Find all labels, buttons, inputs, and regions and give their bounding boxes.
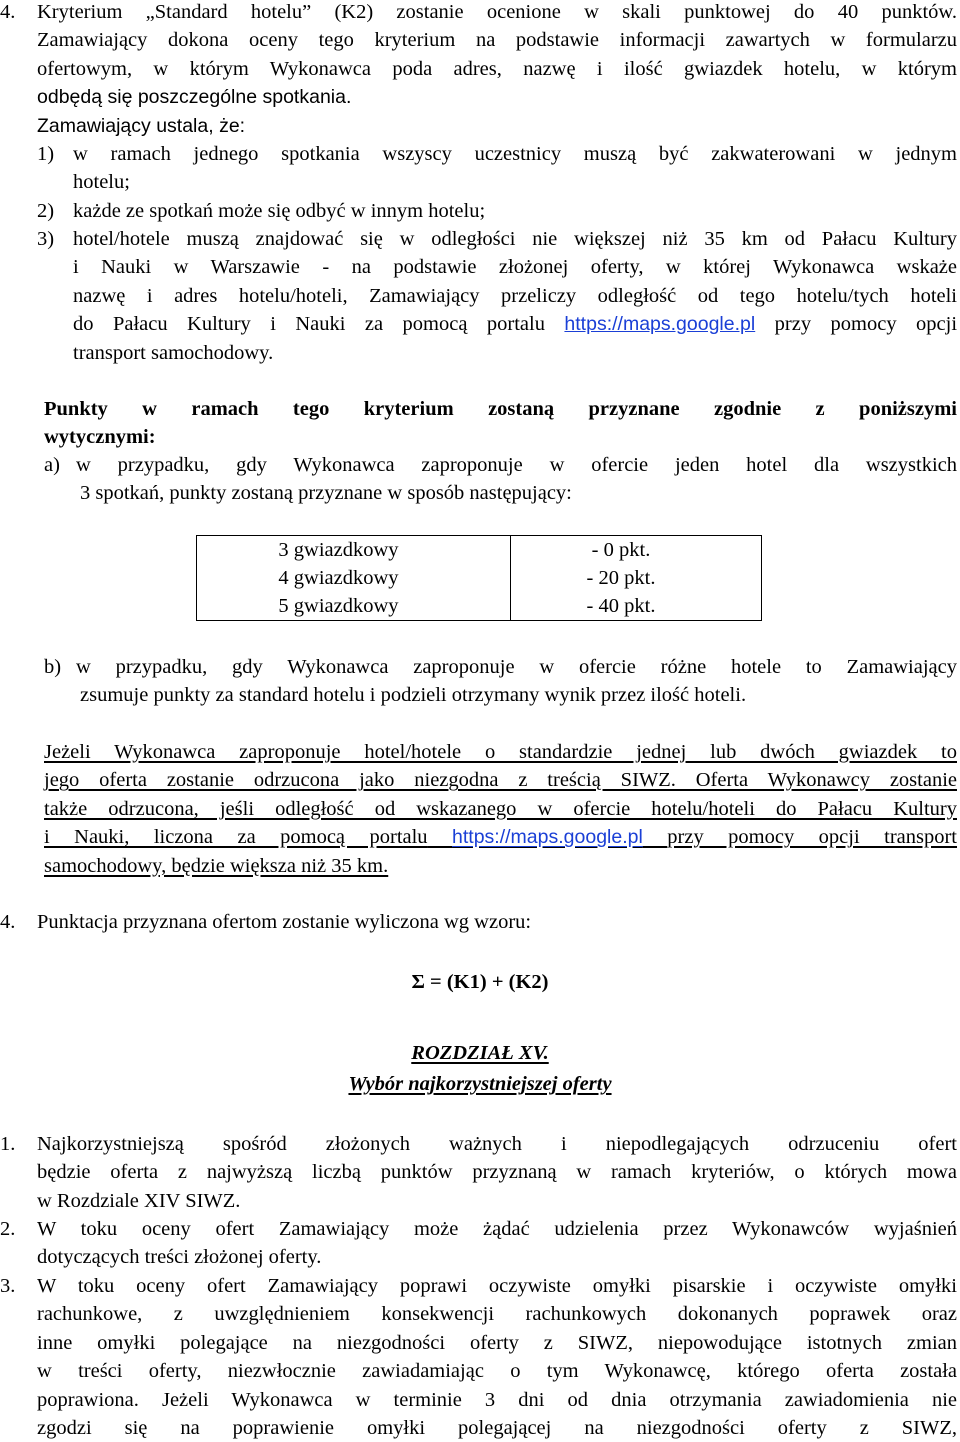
stars-cell: 4 gwiazdkowy (197, 564, 511, 592)
section-4-number: 4. (0, 1, 16, 23)
rejection-line: także odrzucona, jeśli odległość od wskazanego w ofercie hotelu/hoteli do Pałacu Kultury (44, 797, 957, 820)
item-number: 2. (0, 1218, 16, 1240)
condition-number: 2) (37, 200, 55, 222)
scoring-number: 4. (0, 911, 16, 933)
rejection-text: i Nauki, liczona za pomocą portalu (44, 826, 428, 849)
item-number: 3. (0, 1275, 16, 1297)
condition-3 (37, 225, 957, 367)
condition-number: 3) (37, 228, 55, 250)
section-4-line: ofertowym, w którym Wykonawca poda adres, nazwę i ilość gwiazdek hotelu, w którym (37, 57, 957, 80)
table-row (197, 592, 762, 621)
final-item-2 (0, 1215, 957, 1272)
condition-text: przy pomocy opcji (774, 313, 958, 336)
table-row (197, 564, 762, 592)
section-4-line: odbędą się poszczególne spotkania. (37, 86, 352, 109)
item-line: będzie oferta z najwyższą liczbą punktów przyznaną w ramach kryteriów, o których mowa (37, 1161, 957, 1184)
rejection-text: przy pomocy opcji transport (667, 826, 958, 849)
condition-line: nazwę i adres hotelu/hoteli, Zamawiający przeliczy odległość od tego hotelu/tych hoteli (73, 284, 957, 307)
item-line: w treści oferty, niezwłocznie zawiadamiając o tym Wykonawcę, którego oferta została (37, 1360, 957, 1383)
condition-line: i Nauki w Warszawie - na podstawie złożonej oferty, w której Wykonawca wskaże (73, 256, 957, 279)
condition-line: transport samochodowy. (73, 341, 274, 364)
item-line: W toku oceny ofert Zamawiający może żądać udzielenia przez Wykonawców wyjaśnień (37, 1218, 957, 1240)
item-line: poprawiona. Jeżeli Wykonawca w terminie 3 dni od dnia otrzymania zawiadomienia nie (37, 1388, 957, 1411)
condition-line: każde ze spotkań może się odbyć w innym hotelu; (73, 200, 486, 222)
chapter-title: ROZDZIAŁ XV. (411, 1042, 549, 1064)
item-line: inne omyłki polegające na niezgodności oferty z SIWZ, niepowodujące istotnych zmian (37, 1331, 957, 1354)
points-cell: - 40 pkt. (511, 592, 762, 621)
scoring-item (0, 908, 957, 936)
scoring-text: Punktacja przyznana ofertom zostanie wyliczona wg wzoru: (37, 911, 532, 933)
condition-line: hotelu; (73, 171, 130, 194)
rejection-line: jego oferta zostanie odrzucona jako niezgodna z treścią SIWZ. Oferta Wykonawcy zostanie (44, 769, 957, 792)
item-line: W toku oceny ofert Zamawiający poprawi oczywiste omyłki pisarskie i oczywiste omyłki (37, 1275, 957, 1297)
rejection-line: Jeżeli Wykonawca zaproponuje hotel/hotele o standardzie jednej lub dwóch gwiazdek to (44, 741, 957, 763)
final-item-3 (0, 1272, 957, 1442)
points-heading (44, 395, 957, 452)
condition-text: do Pałacu Kultury i Nauki za pomocą portalu (73, 313, 545, 336)
maps-google-link[interactable]: https://maps.google.pl (564, 313, 756, 336)
item-line: zgodzi się na poprawienie omyłki polegającej na niezgodności oferty z SIWZ, (37, 1417, 957, 1440)
option-line: 3 spotkań, punkty zostaną przyznane w sposób następujący: (80, 482, 572, 505)
points-heading-line: Punkty w ramach tego kryterium zostaną przyznane zgodnie z poniższymi (44, 398, 957, 420)
final-item-1 (0, 1130, 957, 1215)
item-line: Najkorzystniejszą spośród złożonych ważnych i niepodlegających odrzuceniu ofert (37, 1133, 957, 1155)
option-label: a) (44, 454, 60, 476)
points-cell: - 20 pkt. (511, 564, 762, 592)
condition-2 (37, 197, 957, 225)
item-line: dotyczących treści złożonej oferty. (37, 1246, 322, 1269)
option-a (44, 451, 957, 508)
condition-line: hotel/hotele muszą znajdować się w odległości nie większej niż 35 km od Pałacu Kultury (73, 228, 957, 250)
option-b (44, 653, 957, 710)
rejection-line: samochodowy, będzie większa niż 35 km. (44, 854, 389, 877)
rejection-paragraph (44, 738, 957, 880)
rejection-line (44, 823, 957, 851)
item-number: 1. (0, 1133, 16, 1155)
item-line: rachunkowe, z uwzględnieniem konsekwencji rachunkowych dokonanych poprawek oraz (37, 1303, 957, 1326)
points-heading-line: wytycznymi: (44, 426, 156, 449)
option-label: b) (44, 656, 62, 678)
maps-google-link[interactable]: https://maps.google.pl (452, 826, 643, 849)
stars-cell: 3 gwiazdkowy (197, 536, 511, 565)
item-line: w Rozdziale XIV SIWZ. (37, 1189, 241, 1212)
condition-number: 1) (37, 143, 55, 165)
condition-line: w ramach jednego spotkania wszyscy uczestnicy muszą być zakwaterowani w jednym (73, 143, 957, 165)
condition-1 (37, 140, 957, 197)
section-4-line: Zamawiający ustala, że: (37, 114, 246, 137)
condition-line (73, 310, 957, 338)
option-line: zsumuje punkty za standard hotelu i podzieli otrzymany wynik przez ilość hoteli. (80, 684, 747, 707)
points-cell: - 0 pkt. (511, 536, 762, 565)
stars-cell: 5 gwiazdkowy (197, 592, 511, 621)
chapter-subtitle: Wybór najkorzystniejszej oferty (348, 1073, 612, 1095)
option-line: w przypadku, gdy Wykonawca zaproponuje w ofercie jeden hotel dla wszystkich (76, 454, 957, 476)
table-row (197, 536, 762, 565)
stars-points-table (196, 535, 762, 621)
score-formula: Σ = (K1) + (K2) (411, 971, 549, 993)
section-4-line: Kryterium „Standard hotelu” (K2) zostanie ocenione w skali punktowej do 40 punktów. (37, 1, 957, 23)
option-line: w przypadku, gdy Wykonawca zaproponuje w ofercie różne hotele to Zamawiający (76, 656, 957, 678)
section-4-line: Zamawiający dokona oceny tego kryterium na podstawie informacji zawartych w formularzu (37, 29, 957, 52)
